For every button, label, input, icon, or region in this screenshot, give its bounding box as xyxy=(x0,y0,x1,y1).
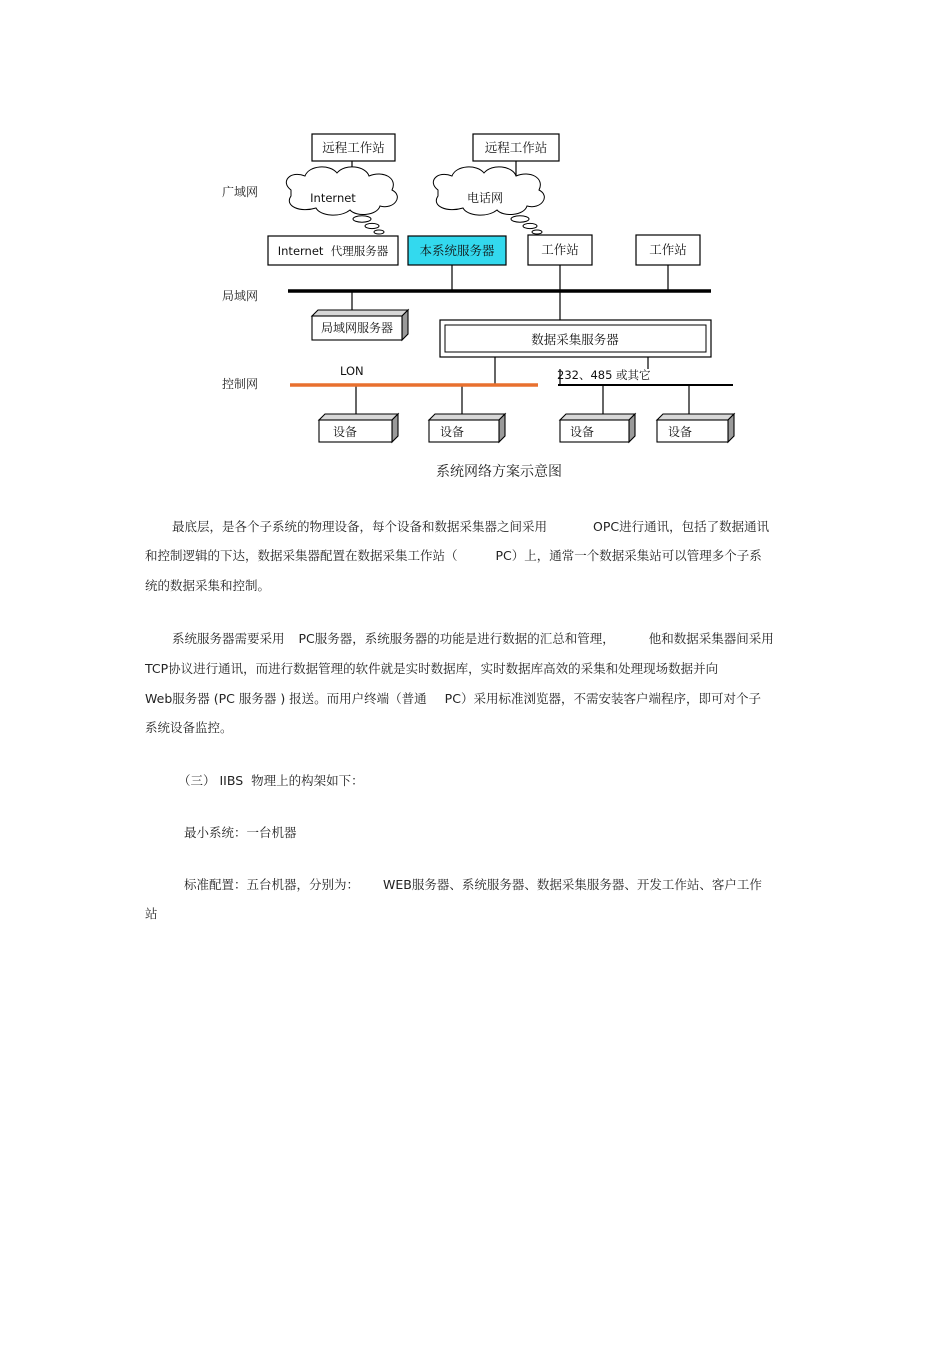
p1-text: 统的数据采集和控制。 xyxy=(145,578,271,593)
device-label: 设备 xyxy=(439,425,465,439)
device-label: 设备 xyxy=(667,425,693,439)
p1-text: PC）上，通常一个数据采集站可以管理多个子系 xyxy=(495,548,762,563)
workstation-2-label: 工作站 xyxy=(649,242,687,257)
paragraph-1-line-2 xyxy=(145,549,762,563)
p2-text: TCP协议进行通讯，而进行数据管理的软件就是实时数据库，实时数据库高效的采集和处理现场数据并向 xyxy=(145,661,719,676)
zone-label-wan: 广域网 xyxy=(222,185,259,199)
data-server-label: 数据采集服务器 xyxy=(531,332,619,347)
p2-text: 系统服务器需要采用 xyxy=(172,631,285,646)
proxy-server-box xyxy=(268,236,398,265)
device-label: 设备 xyxy=(569,425,595,439)
remote-workstation-left-label: 远程工作站 xyxy=(322,140,385,155)
minimum-system-line xyxy=(184,826,297,840)
lan-server-label: 局域网服务器 xyxy=(320,321,394,335)
paragraph-1-line-3 xyxy=(145,579,270,593)
standard-config-text: WEB服务器、系统服务器、数据采集服务器、开发工作站、客户工作 xyxy=(383,877,762,892)
paragraph-1-line-1 xyxy=(172,520,769,534)
phone-network-cloud-label: 电话网 xyxy=(466,191,504,205)
device-label: 设备 xyxy=(332,425,358,439)
network-diagram xyxy=(0,0,950,500)
system-server-label: 本系统服务器 xyxy=(419,243,495,258)
standard-config-line-1 xyxy=(184,878,762,892)
p2-text: 他和数据采集器间采用 xyxy=(648,631,774,646)
p2-text: 系统设备监控。 xyxy=(145,720,233,735)
standard-config-text: 标准配置：五台机器，分别为： xyxy=(184,877,360,892)
p2-text: Web服务器 (PC 服务器 ) 报送。而用户终端（普通 xyxy=(145,691,427,706)
internet-cloud-label: Internet xyxy=(310,191,356,205)
standard-config-text: 站 xyxy=(145,906,158,921)
section-heading xyxy=(178,774,364,788)
remote-workstation-left xyxy=(312,134,395,161)
proxy-server-label: Internet 代理服务器 xyxy=(277,244,389,258)
p2-text: PC服务器，系统服务器的功能是进行数据的汇总和管理， xyxy=(298,631,615,646)
paragraph-2-line-4 xyxy=(145,721,233,735)
paragraph-2-line-3 xyxy=(145,692,761,706)
paragraph-2-line-2 xyxy=(145,662,718,676)
paragraph-2-line-1 xyxy=(172,632,774,646)
p1-text: 和控制逻辑的下达，数据采集器配置在数据采集工作站（ xyxy=(145,548,458,563)
p1-text: 最底层，是各个子系统的物理设备，每个设备和数据采集器之间采用 xyxy=(172,519,548,534)
section-heading-text: （三） IIBS 物理上的构架如下： xyxy=(178,773,364,788)
lon-label: LON xyxy=(340,364,364,378)
minimum-system-text: 最小系统：一台机器 xyxy=(184,825,297,840)
serial-bus-label: 232、485 或其它 xyxy=(557,368,651,382)
diagram-caption: 系统网络方案示意图 xyxy=(436,464,562,480)
zone-label-ctrl: 控制网 xyxy=(222,377,259,391)
zone-label-lan: 局域网 xyxy=(222,289,259,303)
remote-workstation-right-label: 远程工作站 xyxy=(484,140,548,155)
p1-text: OPC进行通讯，包括了数据通讯 xyxy=(593,519,770,534)
remote-workstation-right xyxy=(473,134,559,161)
device-box xyxy=(319,414,398,442)
p2-text: PC）采用标准浏览器，不需安装客户端程序，即可对个子 xyxy=(444,691,761,706)
standard-config-line-2 xyxy=(145,907,158,921)
workstation-1-label: 工作站 xyxy=(541,242,579,257)
data-server-box xyxy=(440,320,711,357)
workstation-2-box xyxy=(636,235,700,265)
workstation-1-box xyxy=(528,235,592,265)
system-server-box xyxy=(408,236,506,265)
